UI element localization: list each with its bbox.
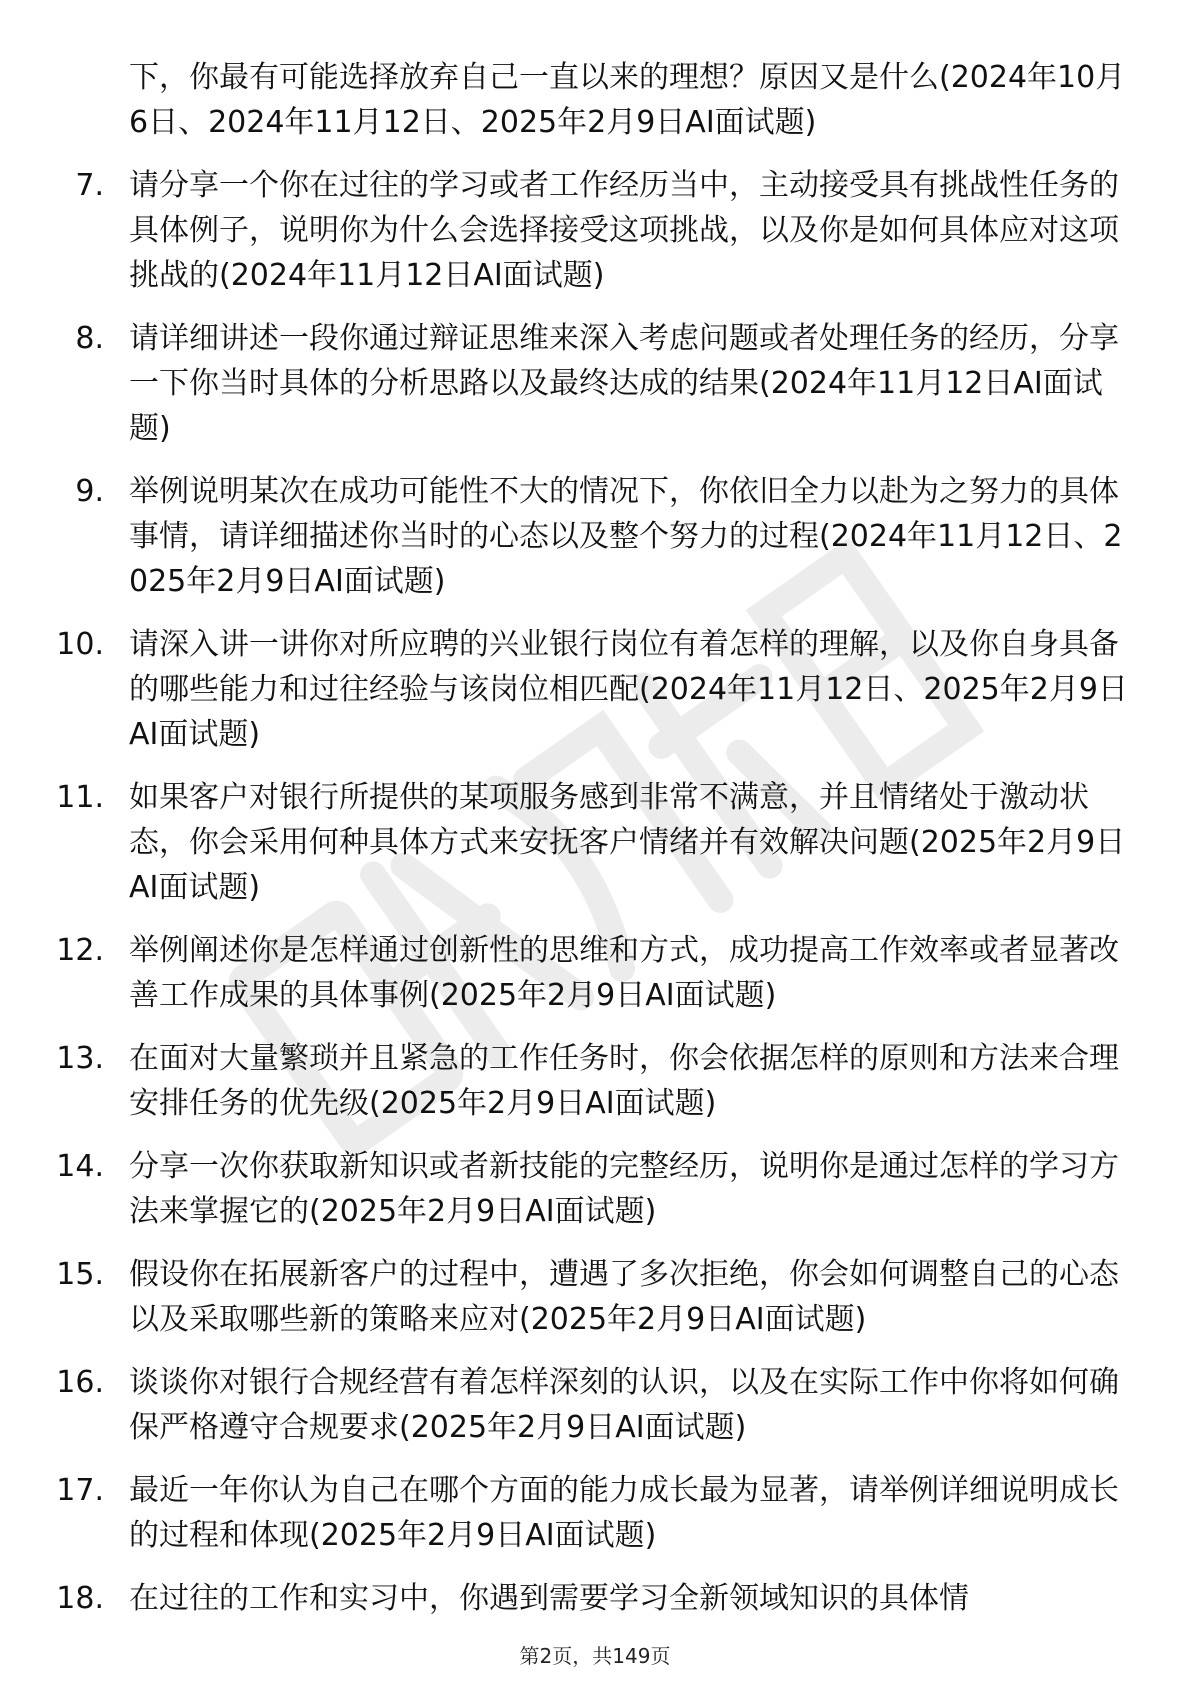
item-text: 举例阐述你是怎样通过创新性的思维和方式，成功提高工作效率或者显著改善工作成果的具体事例(2025年2月9日AI面试题) <box>129 933 1119 1013</box>
item-text: 假设你在拓展新客户的过程中，遭遇了多次拒绝，你会如何调整自己的心态以及采取哪些新的策略来应对(2025年2月9日AI面试题) <box>129 1257 1119 1337</box>
list-item <box>0 469 1129 604</box>
item-text: 请详细讲述一段你通过辩证思维来深入考虑问题或者处理任务的经历，分享一下你当时具体的分析思路以及最终达成的结果(2024年11月12日AI面试题) <box>129 321 1119 446</box>
item-text: 请深入讲一讲你对所应聘的兴业银行岗位有着怎样的理解，以及你自身具备的哪些能力和过往经验与该岗位相匹配(2024年11月12日、2025年2月9日AI面试题) <box>129 627 1128 752</box>
item-text: 举例说明某次在成功可能性不大的情况下，你依旧全力以赴为之努力的具体事情，请详细描述你当时的心态以及整个努力的过程(2024年11月12日、2025年2月9日AI面试题) <box>129 474 1123 599</box>
item-text: 分享一次你获取新知识或者新技能的完整经历，说明你是通过怎样的学习方法来掌握它的(2025年2月9日AI面试题) <box>129 1149 1119 1229</box>
list-item <box>0 163 1129 298</box>
list-item <box>0 1468 1129 1558</box>
item-text: 在面对大量繁琐并且紧急的工作任务时，你会依据怎样的原则和方法来合理安排任务的优先级(2025年2月9日AI面试题) <box>129 1041 1119 1121</box>
continuation-text: 下，你最有可能选择放弃自己一直以来的理想？原因又是什么(2024年10月6日、2024年11月12日、2025年2月9日AI面试题) <box>129 60 1126 140</box>
item-number: 11. <box>56 780 104 815</box>
item-number: 15. <box>56 1257 104 1292</box>
question-list <box>0 55 1190 1639</box>
item-number: 14. <box>56 1149 104 1184</box>
item-number: 16. <box>56 1365 104 1400</box>
item-text: 在过往的工作和实习中，你遇到需要学习全新领域知识的具体情 <box>129 1581 969 1616</box>
list-item <box>0 928 1129 1018</box>
item-number: 12. <box>56 933 104 968</box>
page-footer: 第2页，共149页 <box>519 1644 671 1668</box>
item-text: 如果客户对银行所提供的某项服务感到非常不满意，并且情绪处于激动状态，你会采用何种具体方式来安抚客户情绪并有效解决问题(2025年2月9日AI面试题) <box>129 780 1126 905</box>
item-text: 请分享一个你在过往的学习或者工作经历当中，主动接受具有挑战性任务的具体例子，说明你为什么会选择接受这项挑战，以及你是如何具体应对这项挑战的(2024年11月12日AI面试题) <box>129 168 1119 293</box>
list-item <box>0 1360 1129 1450</box>
item-number: 8. <box>75 321 104 356</box>
continuation-item <box>0 55 1129 145</box>
item-text: 最近一年你认为自己在哪个方面的能力成长最为显著，请举例详细说明成长的过程和体现(2025年2月9日AI面试题) <box>129 1473 1119 1553</box>
item-text: 谈谈你对银行合规经营有着怎样深刻的认识，以及在实际工作中你将如何确保严格遵守合规要求(2025年2月9日AI面试题) <box>129 1365 1119 1445</box>
list-item <box>0 1252 1129 1342</box>
list-item <box>0 1576 1129 1621</box>
item-number: 17. <box>56 1473 104 1508</box>
item-number: 9. <box>75 474 104 509</box>
list-item <box>0 775 1129 910</box>
item-number: 7. <box>75 168 104 203</box>
item-number: 10. <box>56 627 104 662</box>
list-item <box>0 316 1129 451</box>
item-number: 13. <box>56 1041 104 1076</box>
list-item <box>0 622 1129 757</box>
item-number: 18. <box>56 1581 104 1616</box>
list-item <box>0 1036 1129 1126</box>
list-item <box>0 1144 1129 1234</box>
